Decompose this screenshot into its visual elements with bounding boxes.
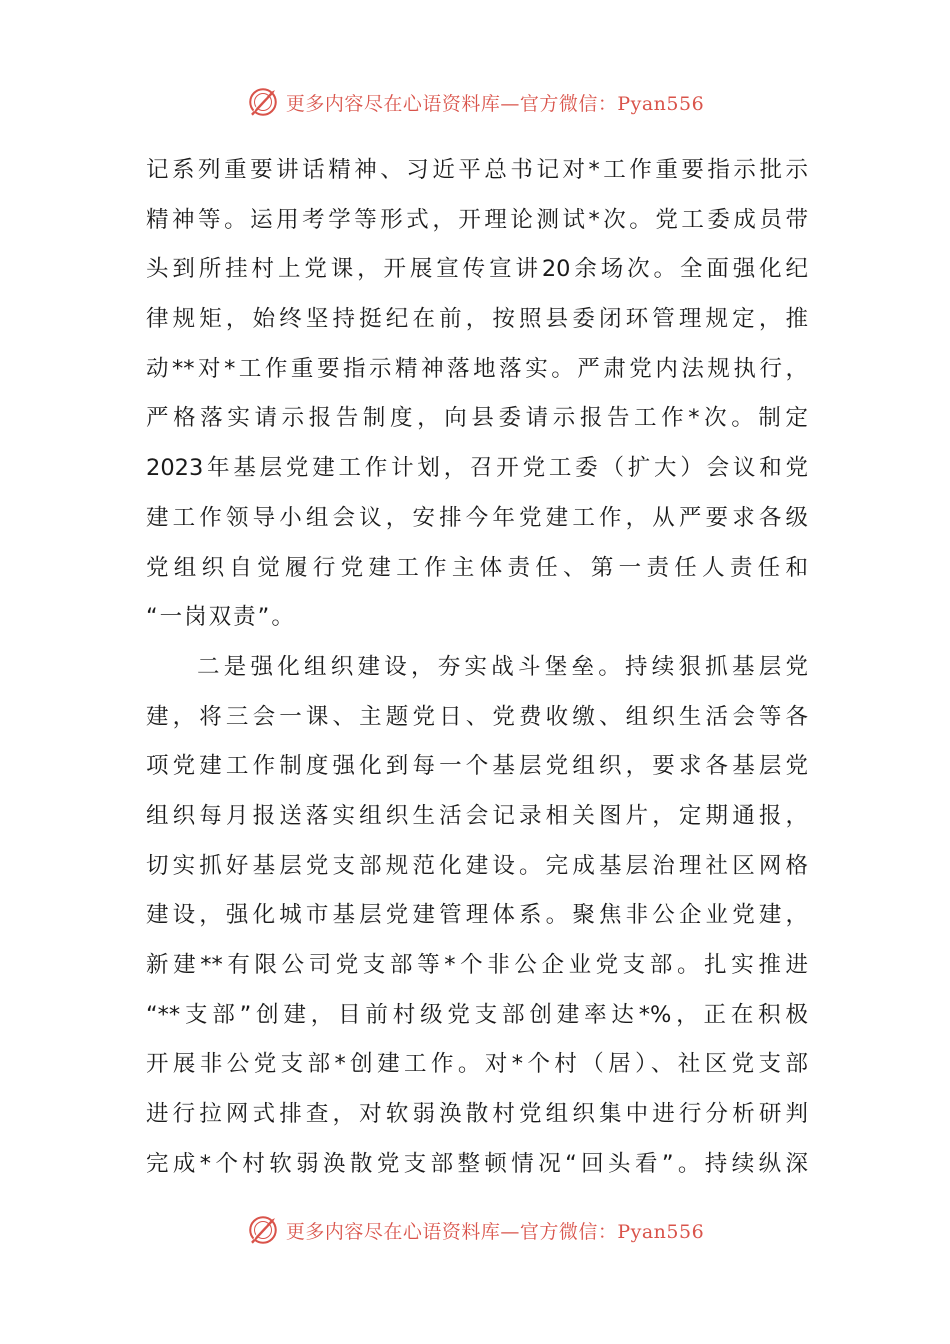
text-line: “**支部”创建，目前村级党支部创建率达*%，正在积极 — [146, 1001, 808, 1028]
quill-logo-icon — [246, 85, 280, 119]
text-line: 建设，强化城市基层党建管理体系。聚焦非公企业党建， — [146, 902, 808, 929]
text-line: 2023年基层党建工作计划，召开党工委（扩大）会议和党 — [146, 455, 808, 482]
text-line: 进行拉网式排查，对软弱涣散村党组织集中进行分析研判 — [146, 1101, 808, 1128]
text-line: 党组织自觉履行党建工作主体责任、第一责任人责任和 — [146, 554, 808, 581]
document-body — [146, 146, 808, 1189]
text-line: 开展非公党支部*创建工作。对*个村（居）、社区党支部 — [146, 1051, 808, 1078]
watermark-footer-text: 更多内容尽在心语资料库—官方微信：Pyan556 — [285, 1220, 705, 1243]
watermark-header — [0, 80, 950, 124]
text-line: 项党建工作制度强化到每一个基层党组织，要求各基层党 — [146, 753, 808, 780]
paragraph-start-line: 二是强化组织建设，夯实战斗堡垒。持续狠抓基层党 — [197, 653, 808, 680]
text-line: 建工作领导小组会议，安排今年党建工作，从严要求各级 — [146, 504, 808, 531]
text-line: 动**对*工作重要指示精神落地落实。严肃党内法规执行， — [146, 355, 808, 382]
text-line: 切实抓好基层党支部规范化建设。完成基层治理社区网格 — [146, 852, 808, 879]
quill-logo-icon — [246, 1213, 280, 1247]
text-line: 组织每月报送落实组织生活会记录相关图片，定期通报， — [146, 802, 808, 829]
text-line: 精神等。运用考学等形式，开理论测试*次。党工委成员带 — [146, 206, 808, 233]
text-line: 记系列重要讲话精神、习近平总书记对*工作重要指示批示 — [146, 157, 808, 183]
text-line: 完成*个村软弱涣散党支部整顿情况“回头看”。持续纵深 — [146, 1150, 808, 1177]
text-line: 建，将三会一课、主题党日、党费收缴、组织生活会等各 — [146, 703, 808, 730]
text-line: 严格落实请示报告制度，向县委请示报告工作*次。制定 — [146, 405, 808, 432]
paragraph-end-line: “一岗双责”。 — [146, 604, 296, 631]
watermark-header-text: 更多内容尽在心语资料库—官方微信：Pyan556 — [285, 92, 705, 115]
watermark-footer — [0, 1208, 950, 1252]
text-line: 律规矩，始终坚持挺纪在前，按照县委闭环管理规定，推 — [146, 306, 808, 333]
text-line: 新建**有限公司党支部等*个非公企业党支部。扎实推进 — [146, 952, 808, 978]
text-line: 头到所挂村上党课，开展宣传宣讲20余场次。全面强化纪 — [146, 256, 808, 283]
